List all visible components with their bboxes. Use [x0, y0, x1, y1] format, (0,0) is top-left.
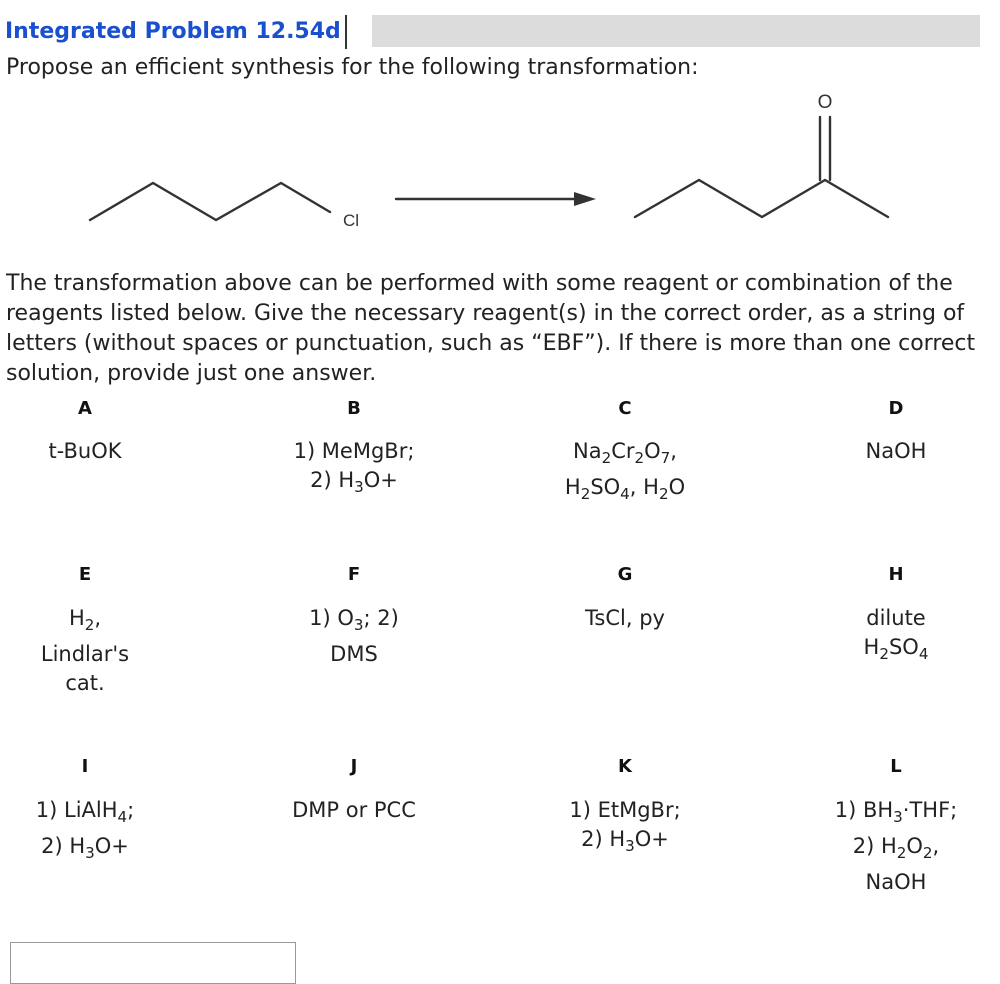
reagent-a-text [48, 437, 121, 466]
reagent-a-line: t-BuOK [48, 439, 122, 463]
reagent-b-line: 2) $H_3O+$ [310, 468, 398, 497]
reagent-f-line: DMS [330, 642, 378, 667]
reagent-d-line: NaOH [865, 439, 927, 463]
reagent-e-letter: E [78, 564, 92, 585]
reagent-e-line: cat. [65, 671, 105, 696]
reagent-j-line: DMP or PCC [292, 798, 416, 822]
reagent-i-letter: I [81, 756, 89, 777]
reagent-e-text [41, 604, 129, 698]
reagent-i-text [36, 796, 134, 868]
oxygen-label: O [817, 92, 833, 113]
reagent-k-text [569, 796, 680, 861]
reagent-b-text [294, 437, 415, 502]
reagent-l-line: 1) $BH_3\cdot THF$; [834, 798, 958, 827]
reagent-l-line: NaOH [865, 870, 927, 895]
reagent-f-letter: F [347, 564, 361, 585]
reagent-h-line: dilute [866, 606, 926, 630]
reagent-a-letter: A [78, 398, 92, 419]
reagent-d-letter: D [888, 398, 904, 419]
reagent-f-text [309, 604, 399, 669]
reagent-h-text [864, 604, 929, 669]
problem-title: Integrated Problem 12.54d [5, 15, 347, 49]
reagent-c-text [565, 437, 685, 509]
reagent-c-line: $H_2SO_4$, $H_2O$ [564, 475, 686, 504]
reagent-k-line: 2) $H_3O+$ [581, 827, 669, 856]
reagent-i-line: 2) $H_3O+$ [41, 834, 129, 863]
reagent-k-letter: K [618, 756, 632, 777]
reagent-i-line: 1) LiAlH$_4$; [35, 798, 135, 827]
answer-input[interactable] [10, 942, 296, 984]
reagent-h-line: $H_2SO_4$ [863, 635, 929, 664]
reagent-b-letter: B [347, 398, 361, 419]
reagent-c-line: $Na_2Cr_2O_7$, [573, 439, 677, 468]
reagent-h-letter: H [888, 564, 904, 585]
reagent-j-text [292, 796, 416, 825]
reagent-e-line: $H_2$, [68, 606, 102, 635]
instructions: The transformation above can be performed with some reagent or combination of the reagents listed below. Give the necessary reagent(s) in the correct order, as a string of letters (without spaces or punctuation, such as “EBF”). If there is more than one correct solution, provide just one answer. [6, 271, 976, 386]
reagent-b-line: 1) MeMgBr; [293, 439, 415, 463]
reagent-f-line: 1) $O_3$; 2) [309, 606, 399, 635]
reagent-g-line: TsCl, py [585, 606, 665, 630]
reagent-d-text [866, 437, 927, 466]
reagent-c-letter: C [618, 398, 632, 419]
problem-prompt: Propose an efficient synthesis for the following transformation: [6, 55, 699, 80]
reagent-g-text [585, 604, 665, 633]
reagent-l-letter: L [890, 756, 902, 777]
reagent-k-line: 1) EtMgBr; [569, 798, 681, 822]
reagent-e-line: Lindlar's [40, 642, 130, 667]
reagent-l-text [835, 796, 958, 897]
chlorine-label: Cl [342, 211, 360, 230]
reagent-j-letter: J [350, 756, 358, 777]
reagent-l-line: 2) $H_2O_2$, [852, 834, 940, 863]
reagent-g-letter: G [617, 564, 633, 585]
